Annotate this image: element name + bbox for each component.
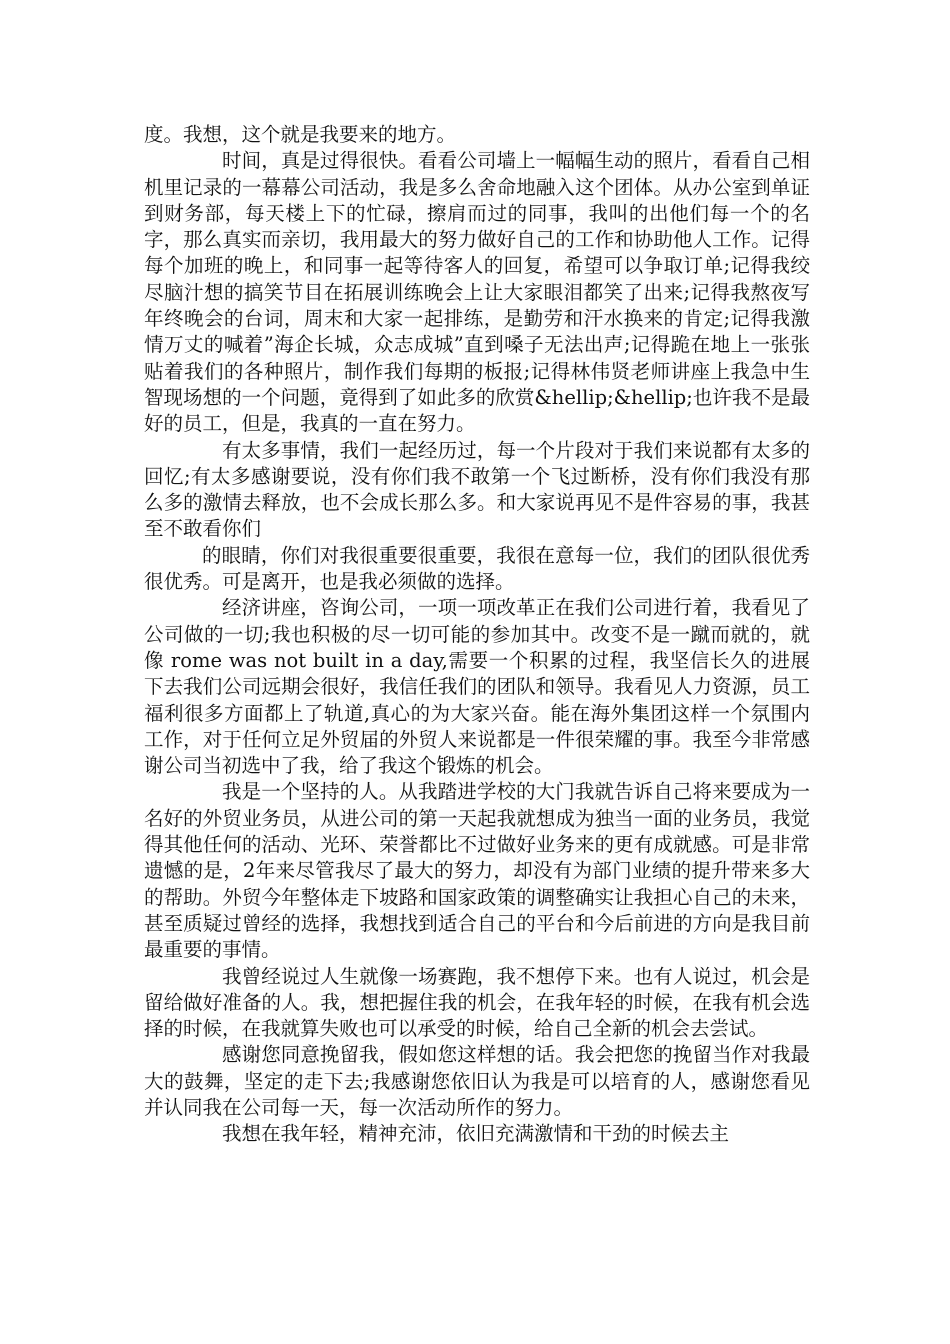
paragraph-3: 有太多事情，我们一起经历过，每一个片段对于我们来说都有太多的回忆;有太多感谢要说，没有你们我不敢第一个飞过断桥，没有你们我没有那么多的激情去释放，也不会成长那么多。和大家说再见不是件容易的事，我甚至不敢看你们: [144, 438, 810, 541]
paragraph-3-continued: 的眼睛，你们对我很重要很重要，我很在意每一位，我们的团队很优秀很优秀。可是离开，也是我必须做的选择。: [144, 543, 810, 594]
paragraph-2: 时间，真是过得很快。看看公司墙上一幅幅生动的照片，看看自己相机里记录的一幕幕公司活动，我是多么舍命地融入这个团体。从办公室到单证到财务部，每天楼上下的忙碌，擦肩而过的同事，我叫的出他们每一个的名字，那么真实而亲切，我用最大的努力做好自己的工作和协助他人工作。记得每个加班的晚上，和同事一起等待客人的回复，希望可以争取订单;记得我绞尽脑汁想的搞笑节目在拓展训练晚会上让大家眼泪都笑了出来;记得我熬夜写年终晚会的台词，周末和大家一起排练，是勤劳和汗水换来的肯定;记得我激情万丈的喊着”海企长城，众志成城”直到嗓子无法出声;记得跪在地上一张张贴着我们的各种照片，制作我们每期的板报;记得林伟贤老师讲座上我急中生智现场想的一个问题，竟得到了如此多的欣赏&hellip;&hellip;也许我不是最好的员工，但是，我真的一直在努力。: [144, 149, 810, 436]
paragraph-5: 我是一个坚持的人。从我踏进学校的大门我就告诉自己将来要成为一名好的外贸业务员，从进公司的第一天起我就想成为独当一面的业务员，我觉得其他任何的活动、光环、荣誉都比不过做好业务来的更有成就感。可是非常遗憾的是，2年来尽管我尽了最大的努力，却没有为部门业绩的提升带来多大的帮助。外贸今年整体走下坡路和国家政策的调整确实让我担心自己的未来，甚至质疑过曾经的选择，我想找到适合自己的平台和今后前进的方向是我目前最重要的事情。: [144, 780, 810, 962]
paragraph-7: 感谢您同意挽留我，假如您这样想的话。我会把您的挽留当作对我最大的鼓舞，坚定的走下去;我感谢您依旧认为我是可以培育的人，感谢您看见并认同我在公司每一天，每一次活动所作的努力。: [144, 1043, 810, 1119]
document-page: [144, 122, 810, 1148]
paragraph-4: 经济讲座，咨询公司，一项一项改革正在我们公司进行着，我看见了公司做的一切;我也积极的尽一切可能的参加其中。改变不是一蹴而就的，就像 rome was not built in a day,需要一个积累的过程，我坚信长久的进展下去我们公司远期会很好，我信任我们的团队和领导。我看见人力资源，员工福利很多方面都上了轨道,真心的为大家兴奋。能在海外集团这样一个氛围内工作，对于任何立足外贸届的外贸人来说都是一件很荣耀的事。我至今非常感谢公司当初选中了我，给了我这个锻炼的机会。: [144, 596, 810, 778]
paragraph-1: 度。我想，这个就是我要来的地方。: [144, 123, 457, 146]
paragraph-8: 我想在我年轻，精神充沛，依旧充满激情和干劲的时候去主: [222, 1122, 730, 1146]
paragraph-6: 我曾经说过人生就像一场赛跑，我不想停下来。也有人说过，机会是留给做好准备的人。我，想把握住我的机会，在我年轻的时候，在我有机会选择的时候，在我就算失败也可以承受的时候，给自己全新的机会去尝试。: [144, 964, 810, 1041]
